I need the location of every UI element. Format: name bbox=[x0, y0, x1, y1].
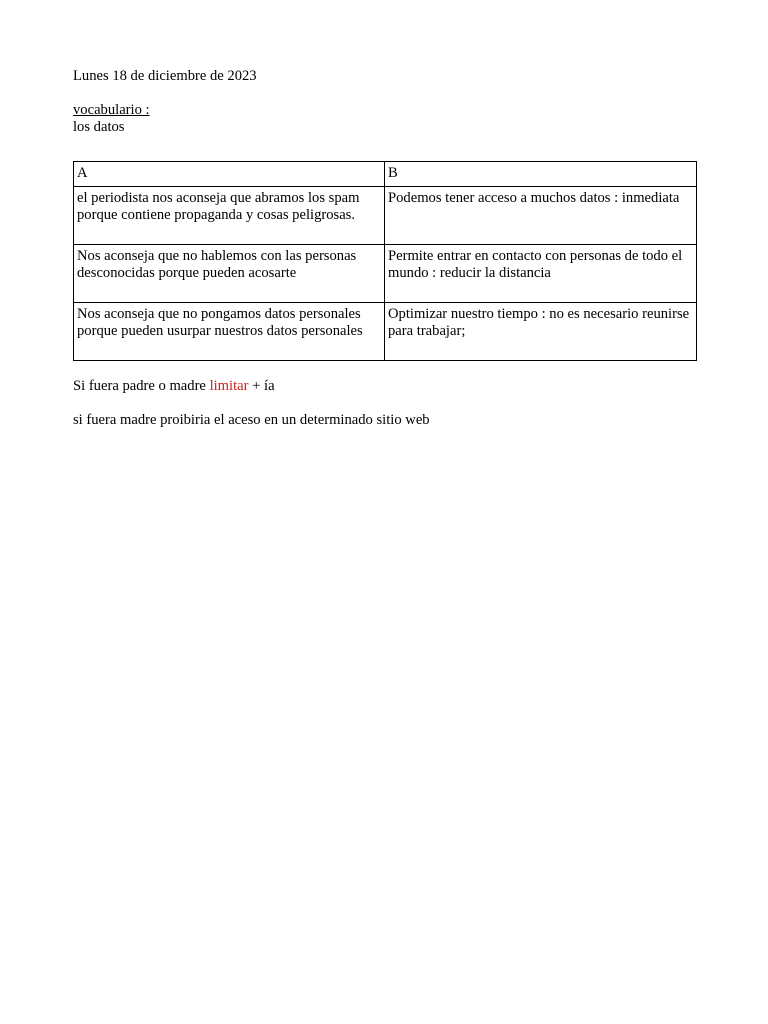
document-page bbox=[73, 68, 696, 429]
table-row bbox=[74, 245, 697, 303]
table-row bbox=[74, 303, 697, 361]
table-cell-b: Permite entrar en contacto con personas de todo el mundo : reducir la distancia bbox=[385, 245, 697, 303]
table-cell-a: Nos aconseja que no hablemos con las personas desconocidas porque pueden acosarte bbox=[74, 245, 385, 303]
sentence-end: + ía bbox=[248, 378, 275, 394]
comparison-table bbox=[73, 161, 697, 361]
example-sentence: si fuera madre proibiria el aceso en un determinado sitio web bbox=[73, 412, 430, 428]
table-row bbox=[74, 187, 697, 245]
table-cell-b: Optimizar nuestro tiempo : no es necesario reunirse para trabajar; bbox=[385, 303, 697, 361]
table-cell-a: el periodista nos aconseja que abramos los spam porque contiene propaganda y cosas peligrosas. bbox=[74, 187, 385, 245]
table-header-row bbox=[74, 162, 697, 187]
highlighted-verb: limitar bbox=[209, 378, 249, 394]
sentence-start: Si fuera padre o madre bbox=[73, 378, 210, 394]
vocabulary-heading: vocabulario : bbox=[73, 102, 150, 118]
conditional-sentence bbox=[73, 378, 696, 395]
table-header-b: B bbox=[385, 162, 697, 187]
table-cell-a: Nos aconseja que no pongamos datos personales porque pueden usurpar nuestros datos personales bbox=[74, 303, 385, 361]
table-cell-b: Podemos tener acceso a muchos datos : inmediata bbox=[385, 187, 697, 245]
vocabulary-item: los datos bbox=[73, 119, 125, 135]
table-header-a: A bbox=[74, 162, 385, 187]
date-line: Lunes 18 de diciembre de 2023 bbox=[73, 68, 257, 84]
